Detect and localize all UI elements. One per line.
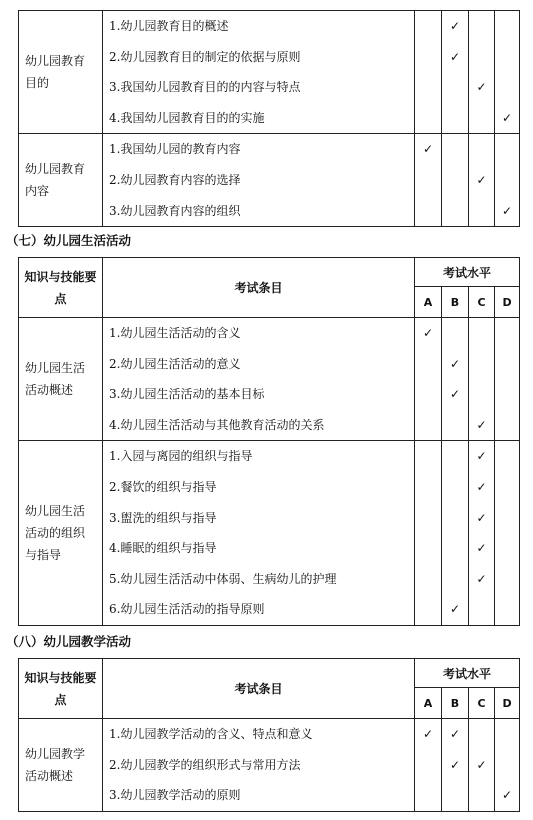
level-b: B [442,688,469,719]
knowledge-point: 幼儿园教学活动概述 [19,719,103,812]
exam-items [103,318,415,441]
check-mark [469,196,494,227]
check-mark [495,318,519,349]
check-mark: ✓ [476,172,487,187]
header-row [19,659,520,688]
check-mark [495,349,519,380]
check-mark: ✓ [501,203,513,218]
check-mark [469,134,494,165]
header-level: 考试水平 [415,659,520,688]
check-mark [495,441,519,472]
check-mark [415,72,441,103]
level-col-c [469,318,495,441]
check-mark [495,42,519,73]
exam-item: 2.餐饮的组织与指导 [109,479,217,494]
section-title: （八）幼儿园教学活动 [6,634,132,649]
level-col-d [495,441,520,626]
check-mark: ✓ [476,417,487,432]
knowledge-point: 幼儿园教育内容 [19,134,103,227]
exam-item: 1.幼儿园生活活动的含义 [109,326,241,340]
exam-item: 1.我国幼儿园的教育内容 [109,142,241,157]
table-row [19,318,520,441]
exam-item: 2.幼儿园教学的组织形式与常用方法 [109,757,301,772]
check-mark [495,533,519,564]
check-mark [442,410,468,441]
level-col-b [442,11,469,134]
level-col-c [469,11,495,134]
level-col-b [442,318,469,441]
exam-item: 4.睡眠的组织与指导 [109,541,217,556]
level-col-a [415,318,442,441]
check-mark [469,103,494,134]
level-col-a [415,134,442,227]
check-mark [415,379,441,410]
table-row [19,441,520,626]
exam-items [103,441,415,626]
check-mark [442,72,468,103]
level-col-b [442,134,469,227]
check-mark: ✓ [476,510,487,525]
check-mark [415,165,441,196]
level-c: C [469,688,495,719]
check-mark [495,379,519,410]
level-col-b [442,441,469,626]
exam-item: 6.幼儿园生活活动的指导原则 [109,602,265,617]
check-mark [442,503,468,534]
exam-item: 5.幼儿园生活活动中体弱、生病幼儿的护理 [109,571,337,586]
knowledge-point: 幼儿园教育目的 [19,11,103,134]
exam-table [18,10,520,227]
level-col-c [469,719,495,812]
check-mark [442,134,468,165]
exam-item: 1.幼儿园教育目的概述 [109,19,229,33]
check-mark: ✓ [449,49,461,64]
check-mark: ✓ [449,19,461,33]
exam-item: 3.幼儿园教育内容的组织 [109,203,241,218]
check-mark [469,719,494,750]
check-mark [469,42,494,73]
table-row [19,11,520,134]
check-mark [442,441,468,472]
check-mark: ✓ [422,326,434,340]
check-mark [469,594,494,625]
exam-items [103,719,415,812]
check-mark: ✓ [501,110,513,125]
level-col-d [495,719,520,812]
check-mark [415,441,441,472]
check-mark [495,564,519,595]
check-mark: ✓ [449,387,461,402]
check-mark [415,750,441,781]
check-mark: ✓ [476,449,487,464]
exam-item: 3.盥洗的组织与指导 [109,510,217,525]
header-items: 考试条目 [103,258,415,318]
level-col-c [469,441,495,626]
level-a: A [415,688,442,719]
level-col-a [415,719,442,812]
check-mark: ✓ [476,80,487,95]
exam-items [103,134,415,227]
header-items: 考试条目 [103,659,415,719]
level-col-d [495,134,520,227]
check-mark [442,564,468,595]
exam-table [18,257,520,626]
check-mark [495,472,519,503]
check-mark [442,318,468,349]
exam-item: 3.我国幼儿园教育目的的内容与特点 [109,80,301,95]
level-col-d [495,318,520,441]
exam-item: 3.幼儿园教学活动的原则 [109,788,241,803]
section-title: （七）幼儿园生活活动 [6,233,132,248]
check-mark [415,11,441,42]
check-mark [415,780,441,811]
table-row [19,134,520,227]
check-mark [495,11,519,42]
check-mark: ✓ [501,788,513,803]
check-mark: ✓ [476,757,487,772]
header-level: 考试水平 [415,258,520,287]
header-knowledge: 知识与技能要点 [19,659,103,719]
check-mark [469,379,494,410]
exam-items [103,11,415,134]
level-c: C [469,287,495,318]
check-mark [415,42,441,73]
check-mark [415,472,441,503]
check-mark [442,780,468,811]
header-row [19,258,520,287]
level-col-d [495,11,520,134]
check-mark [495,410,519,441]
level-col-b [442,719,469,812]
check-mark [415,594,441,625]
check-mark [469,349,494,380]
check-mark [415,533,441,564]
check-mark [415,349,441,380]
check-mark: ✓ [449,757,461,772]
check-mark: ✓ [422,727,434,741]
check-mark [415,564,441,595]
header-knowledge: 知识与技能要点 [19,258,103,318]
level-col-a [415,441,442,626]
check-mark [469,11,494,42]
exam-item: 1.幼儿园教学活动的含义、特点和意义 [109,727,313,741]
check-mark [495,750,519,781]
check-mark [442,196,468,227]
check-mark [442,472,468,503]
exam-item: 1.入园与离园的组织与指导 [109,449,253,464]
check-mark: ✓ [449,356,461,371]
level-b: B [442,287,469,318]
check-mark [415,503,441,534]
check-mark: ✓ [476,571,487,586]
level-d: D [495,688,520,719]
exam-item: 4.我国幼儿园教育目的的实施 [109,110,265,125]
check-mark [495,165,519,196]
check-mark [495,594,519,625]
level-col-c [469,134,495,227]
check-mark: ✓ [449,727,461,741]
exam-item: 2.幼儿园教育内容的选择 [109,172,241,187]
level-a: A [415,287,442,318]
check-mark [495,719,519,750]
check-mark [469,780,494,811]
table-row [19,719,520,812]
check-mark [415,196,441,227]
knowledge-point: 幼儿园生活活动的组织与指导 [19,441,103,626]
level-d: D [495,287,520,318]
knowledge-point: 幼儿园生活活动概述 [19,318,103,441]
check-mark: ✓ [422,142,434,157]
check-mark [442,165,468,196]
check-mark [495,134,519,165]
exam-item: 2.幼儿园生活活动的意义 [109,356,241,371]
check-mark: ✓ [449,602,461,617]
check-mark [442,533,468,564]
check-mark [415,103,441,134]
check-mark [495,503,519,534]
check-mark: ✓ [476,479,487,494]
check-mark [469,318,494,349]
check-mark: ✓ [476,541,487,556]
level-col-a [415,11,442,134]
check-mark [442,103,468,134]
exam-item: 3.幼儿园生活活动的基本目标 [109,387,265,402]
exam-item: 4.幼儿园生活活动与其他教育活动的关系 [109,417,325,432]
exam-table [18,658,520,812]
exam-item: 2.幼儿园教育目的制定的依据与原则 [109,49,301,64]
check-mark [495,72,519,103]
check-mark [415,410,441,441]
